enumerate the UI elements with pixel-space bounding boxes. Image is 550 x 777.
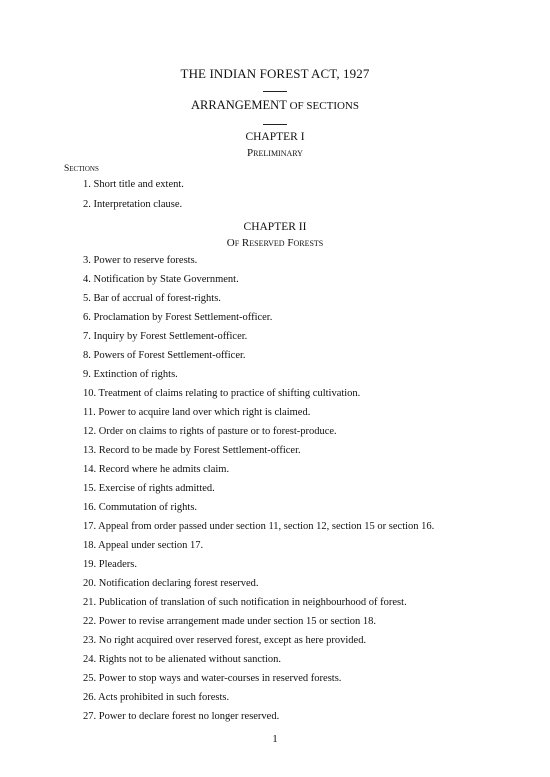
page-number: 1	[272, 733, 278, 745]
chapter-2-heading: CHAPTER II	[243, 221, 307, 233]
section-entry: 10. Treatment of claims relating to practice of shifting cultivation.	[83, 388, 361, 399]
section-entry: 23. No right acquired over reserved forest, except as here provided.	[83, 635, 367, 646]
section-entry: 11. Power to acquire land over which right is claimed.	[83, 407, 311, 418]
section-entry: 14. Record where he admits claim.	[83, 464, 230, 475]
chapter-1-heading: CHAPTER I	[245, 131, 305, 143]
section-entry: 18. Appeal under section 17.	[83, 540, 204, 551]
section-entry: 26. Acts prohibited in such forests.	[83, 692, 230, 703]
chapter-1-name: Preliminary	[247, 147, 303, 159]
section-entry: 6. Proclamation by Forest Settlement-officer.	[83, 312, 273, 323]
section-entry: 19. Pleaders.	[83, 559, 137, 570]
sections-label: Sections	[64, 164, 99, 174]
section-entry: 20. Notification declaring forest reserved.	[83, 578, 259, 589]
section-entry: 17. Appeal from order passed under section 11, section 12, section 15 or section 16.	[83, 521, 435, 532]
act-title: THE INDIAN FOREST ACT, 1927	[180, 66, 370, 81]
section-entry: 22. Power to revise arrangement made under section 15 or section 18.	[83, 616, 377, 627]
section-entry: 15. Exercise of rights admitted.	[83, 483, 215, 494]
of-sections-words: OF SECTIONS	[286, 100, 359, 112]
arrangement-divider	[263, 124, 287, 125]
arrangement-word: ARRANGEMENT	[191, 98, 287, 112]
section-entry: 4. Notification by State Government.	[83, 274, 239, 285]
section-entry: 27. Power to declare forest no longer reserved.	[83, 711, 280, 722]
section-entry: 1. Short title and extent.	[83, 179, 184, 190]
section-entry: 12. Order on claims to rights of pasture or to forest-produce.	[83, 426, 337, 437]
title-divider	[263, 91, 287, 92]
section-entry: 25. Power to stop ways and water-courses in reserved forests.	[83, 673, 342, 684]
section-entry: 16. Commutation of rights.	[83, 502, 198, 513]
arrangement-heading	[0, 98, 550, 113]
section-entry: 9. Extinction of rights.	[83, 369, 178, 380]
chapter-2-name: Of Reserved Forests	[226, 237, 324, 249]
section-entry: 3. Power to reserve forests.	[83, 255, 198, 266]
section-entry: 13. Record to be made by Forest Settlement-officer.	[83, 445, 301, 456]
section-entry: 21. Publication of translation of such notification in neighbourhood of forest.	[83, 597, 407, 608]
section-entry: 5. Bar of accrual of forest-rights.	[83, 293, 221, 304]
section-entry: 7. Inquiry by Forest Settlement-officer.	[83, 331, 248, 342]
section-entry: 24. Rights not to be alienated without sanction.	[83, 654, 282, 665]
section-entry: 8. Powers of Forest Settlement-officer.	[83, 350, 246, 361]
section-entry: 2. Interpretation clause.	[83, 199, 183, 210]
